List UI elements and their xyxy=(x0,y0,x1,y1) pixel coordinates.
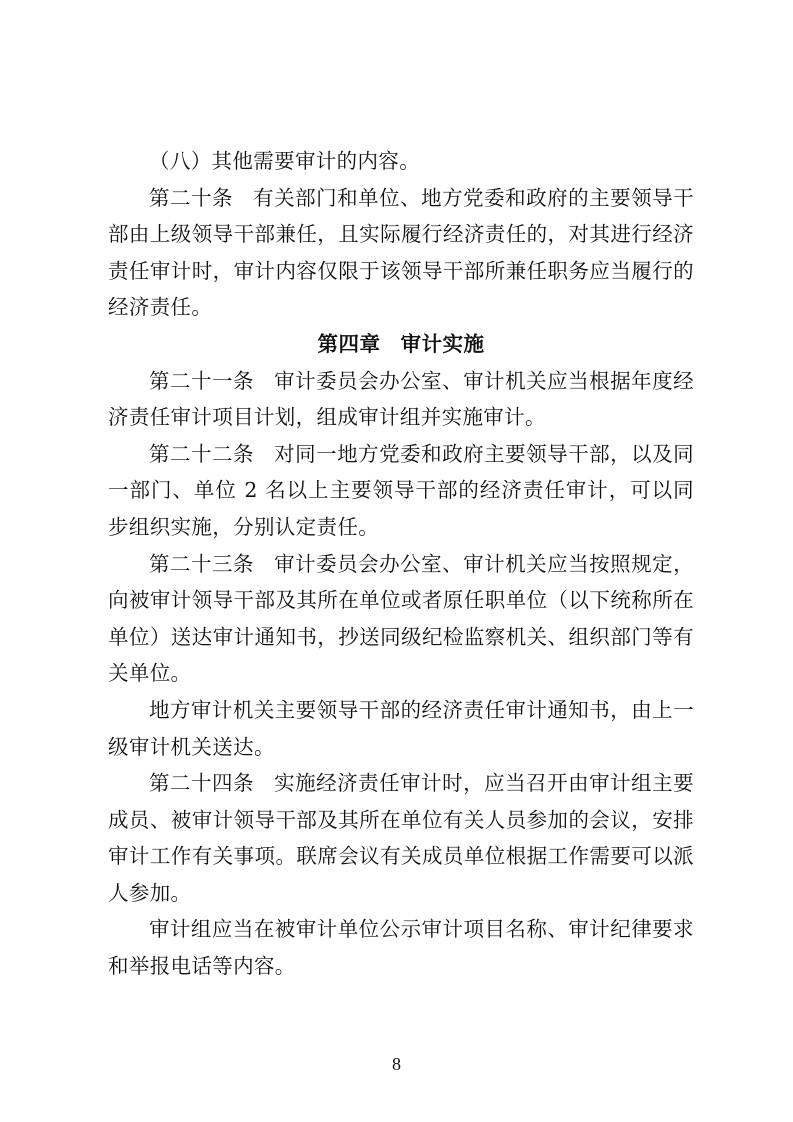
article-23-paragraph-2 xyxy=(108,692,694,765)
paragraph-text: 地方审计机关主要领导干部的经济责任审计通知书，由上一级审计机关送达。 xyxy=(108,697,694,759)
chapter-number: 第四章 xyxy=(317,331,381,356)
paragraph-text: （八）其他需要审计的内容。 xyxy=(149,149,421,173)
article-text: 审计委员会办公室、审计机关应当根据年度经济责任审计项目计划，组成审计组并实施审计。 xyxy=(108,368,694,430)
article-text: 对同一地方党委和政府主要领导干部，以及同一部门、单位 2 名以上主要领导干部的经济责任审计，可以同步组织实施，分别认定责任。 xyxy=(108,441,694,539)
article-24 xyxy=(108,765,694,911)
article-20 xyxy=(108,180,694,326)
paragraph-item-8 xyxy=(108,143,694,180)
article-24-paragraph-2 xyxy=(108,911,694,984)
article-text: 实施经济责任审计时，应当召开由审计组主要成员、被审计领导干部及其所在单位有关人员参加的会议，安排审计工作有关事项。联席会议有关成员单位根据工作需要可以派人参加。 xyxy=(108,771,694,905)
article-text: 有关部门和单位、地方党委和政府的主要领导干部由上级领导干部兼任，且实际履行经济责任的，对其进行经济责任审计时，审计内容仅限于该领导干部所兼任职务应当履行的经济责任。 xyxy=(108,185,694,320)
article-23 xyxy=(108,546,694,692)
article-number: 第二十二条 xyxy=(149,441,254,466)
paragraph-text: 审计组应当在被审计单位公示审计项目名称、审计纪律要求和举报电话等内容。 xyxy=(108,917,694,979)
article-number: 第二十三条 xyxy=(149,551,254,576)
article-number: 第二十四条 xyxy=(149,771,254,796)
page-number: 8 xyxy=(392,1054,401,1074)
chapter-heading xyxy=(108,326,694,363)
document-body xyxy=(108,143,694,985)
article-number: 第二十一条 xyxy=(149,368,254,393)
article-number: 第二十条 xyxy=(149,185,233,210)
article-22 xyxy=(108,436,694,546)
chapter-title: 审计实施 xyxy=(400,331,485,356)
article-text: 审计委员会办公室、审计机关应当按照规定，向被审计领导干部及其所在单位或者原任职单位（以下统称所在单位）送达审计通知书，抄送同级纪检监察机关、组织部门等有关单位。 xyxy=(108,551,694,686)
article-21 xyxy=(108,363,694,436)
